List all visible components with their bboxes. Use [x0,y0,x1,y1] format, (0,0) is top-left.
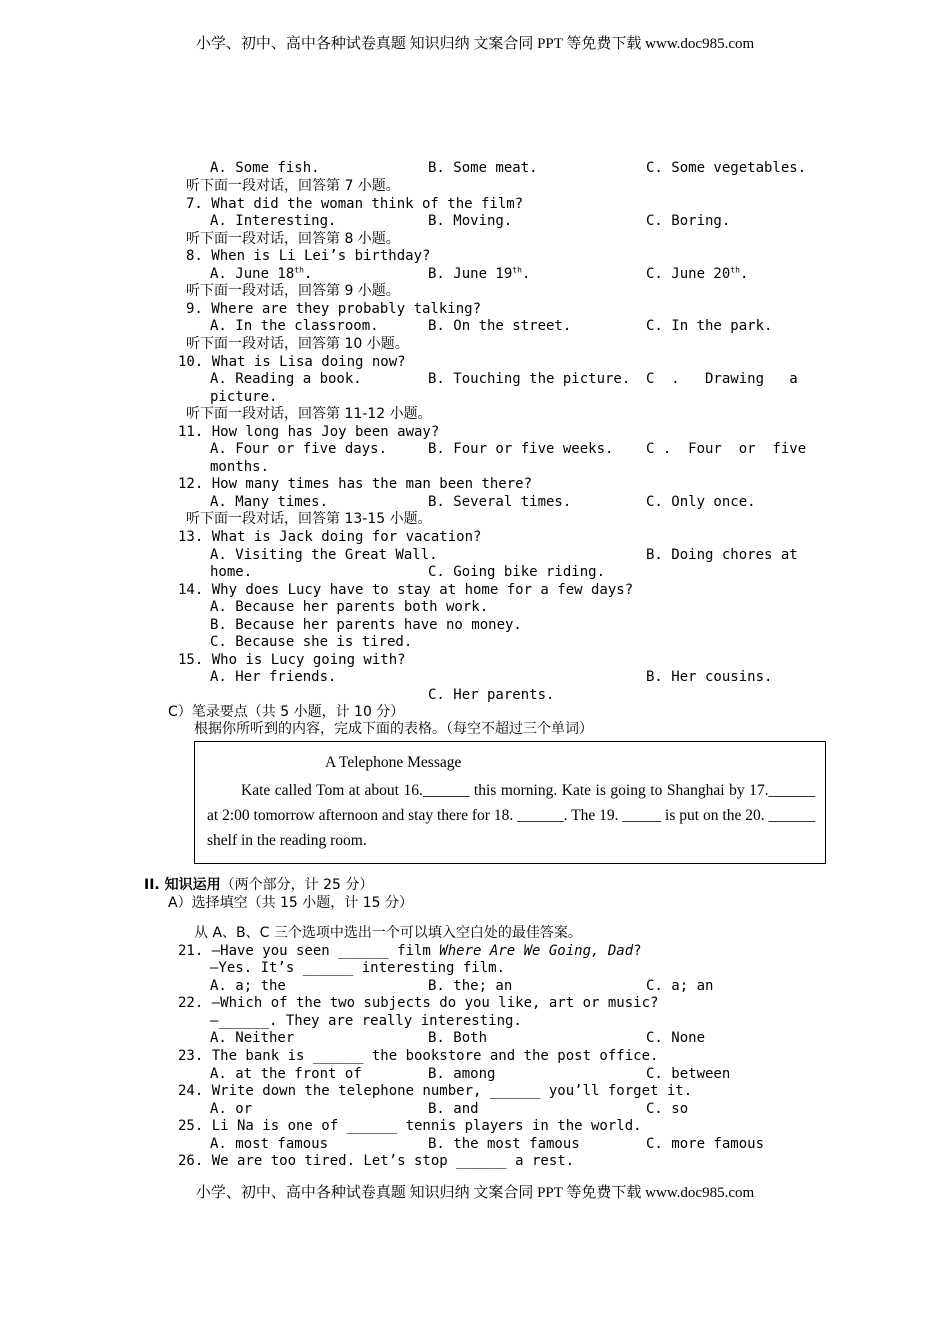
q6-option-b: B. Some meat. [428,160,538,176]
q25-option-b: B. the most famous [428,1136,580,1152]
q15-question: 15. Who is Lucy going with? [178,652,406,668]
q22-option-c: C. None [646,1030,706,1046]
q8-option-b: B. June 19th. [428,265,531,282]
q21-option-c: C. a; an [646,978,714,994]
instruction-10: 听下面一段对话，回答第 10 小题。 [186,336,409,352]
section-ii-heading: II. 知识运用（两个部分，计 25 分） [144,877,374,893]
q7-question: 7. What did the woman think of the film? [186,196,524,212]
q9-option-b: B. On the street. [428,318,572,334]
q8-option-c: C. June 20th. [646,265,749,282]
page-footer: 小学、初中、高中各种试卷真题 知识归纳 文案合同 PPT 等免费下载 www.doc985.com [195,1185,755,1201]
q24-option-b: B. and [428,1101,479,1117]
q6-option-c: C. Some vegetables. [646,160,807,176]
q14-question: 14. Why does Lucy have to stay at home for a few days? [178,582,634,598]
q10-option-c: C . Drawing a [646,371,798,387]
q11-option-a: A. Four or five days. [210,441,388,457]
q22-question: 22. —Which of the two subjects do you like, art or music? [178,995,659,1011]
q9-question: 9. Where are they probably talking? [186,301,482,317]
q8-option-a: A. June 18th. [210,265,313,282]
q10-question: 10. What is Lisa doing now? [178,354,406,370]
q13-option-b-cont: home. [210,564,253,580]
page-header: 小学、初中、高中各种试卷真题 知识归纳 文案合同 PPT 等免费下载 www.doc985.com [195,36,755,52]
q25-option-a: A. most famous [210,1136,329,1152]
q24-question: 24. Write down the telephone number, ______ you’ll forget it. [178,1083,693,1099]
message-title: A Telephone Message [325,754,462,771]
q14-option-b: B. Because her parents have no money. [210,617,522,633]
q15-option-a: A. Her friends. [210,669,337,685]
q23-option-c: C. between [646,1066,731,1082]
q14-option-c: C. Because she is tired. [210,634,413,650]
q15-option-c: C. Her parents. [428,687,555,703]
q11-option-b: B. Four or five weeks. [428,441,614,457]
section-c-title: C）笔录要点（共 5 小题，计 10 分） [168,704,405,720]
q23-question: 23. The bank is ______ the bookstore and the post office. [178,1048,659,1064]
q23-option-b: B. among [428,1066,496,1082]
q13-question: 13. What is Jack doing for vacation? [178,529,482,545]
q8-question: 8. When is Li Lei’s birthday? [186,248,431,264]
section-c-instruction: 根据你所听到的内容，完成下面的表格。（每空不超过三个单词） [194,721,593,737]
q21-response: —Yes. It’s ______ interesting film. [210,960,506,976]
q9-option-c: C. In the park. [646,318,773,334]
section-a-instruction: 从 A、B、C 三个选项中选出一个可以填入空白处的最佳答案。 [194,925,582,941]
q11-option-c-cont: months. [210,459,270,475]
q12-option-c: C. Only once. [646,494,756,510]
q6-option-a: A. Some fish. [210,160,320,176]
instruction-8: 听下面一段对话，回答第 8 小题。 [186,231,400,247]
q22-option-b: B. Both [428,1030,488,1046]
q13-option-c: C. Going bike riding. [428,564,606,580]
instruction-9: 听下面一段对话，回答第 9 小题。 [186,283,400,299]
q22-option-a: A. Neither [210,1030,295,1046]
message-text: Kate called Tom at about 16.______ this morning. Kate is going to Shanghai by 17.______ at 2:00 tomorrow afternoon and stay there for 18. ______. The 19. _____ is put on the 20. ______ shelf in the reading room. [207,782,815,849]
q7-option-c: C. Boring. [646,213,731,229]
q13-option-b: B. Doing chores at [646,547,798,563]
q21-option-b: B. the; an [428,978,513,994]
q12-option-a: A. Many times. [210,494,329,510]
q23-option-a: A. at the front of [210,1066,362,1082]
q11-question: 11. How long has Joy been away? [178,424,440,440]
q12-question: 12. How many times has the man been there? [178,476,533,492]
instruction-11-12: 听下面一段对话，回答第 11-12 小题。 [186,406,432,422]
q10-option-b: B. Touching the picture. [428,371,631,387]
q21-option-a: A. a; the [210,978,286,994]
q22-response: —______. They are really interesting. [210,1013,522,1029]
q26-question: 26. We are too tired. Let’s stop ______ a rest. [178,1153,575,1169]
instruction-7: 听下面一段对话，回答第 7 小题。 [186,178,400,194]
q10-option-a: A. Reading a book. [210,371,362,387]
q7-option-a: A. Interesting. [210,213,337,229]
q25-option-c: C. more famous [646,1136,765,1152]
q12-option-b: B. Several times. [428,494,572,510]
q9-option-a: A. In the classroom. [210,318,379,334]
q10-option-c-cont: picture. [210,389,278,405]
q24-option-c: C. so [646,1101,689,1117]
q13-option-a: A. Visiting the Great Wall. [210,547,438,563]
q15-option-b: B. Her cousins. [646,669,773,685]
q14-option-a: A. Because her parents both work. [210,599,489,615]
q7-option-b: B. Moving. [428,213,513,229]
q25-question: 25. Li Na is one of ______ tennis players in the world. [178,1118,642,1134]
q21-question: 21. —Have you seen ______ film Where Are We Going, Dad? [178,943,642,959]
q11-option-c: C . Four or five [646,441,807,457]
q24-option-a: A. or [210,1101,253,1117]
section-a-title: A）选择填空（共 15 小题，计 15 分） [168,895,414,911]
instruction-13-15: 听下面一段对话，回答第 13-15 小题。 [186,511,432,527]
telephone-message-box [194,741,826,864]
